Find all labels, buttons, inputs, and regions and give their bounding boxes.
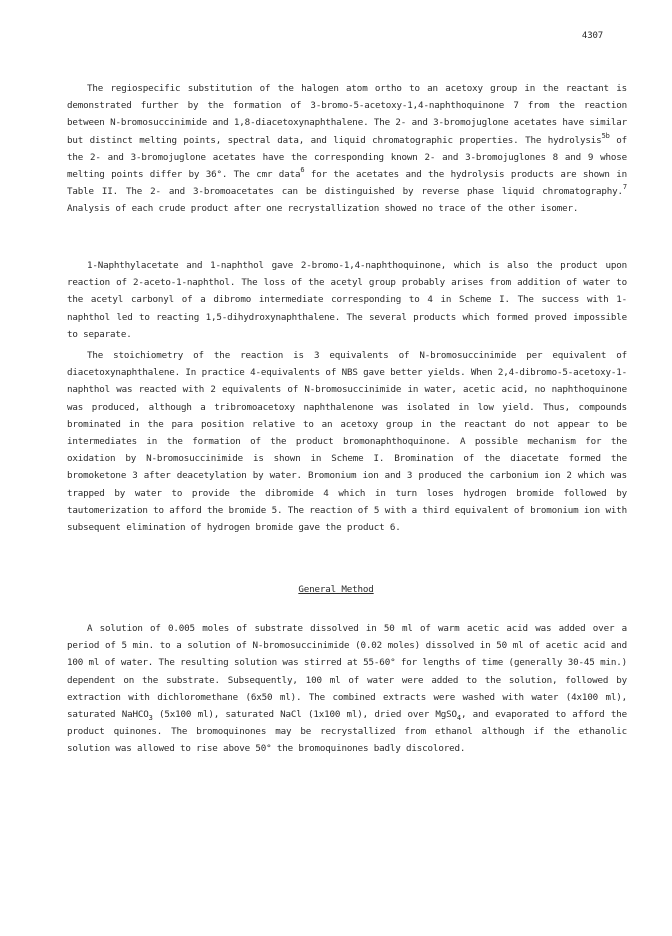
p2-text: 1-Naphthylacetate and 1-naphthol gave 2-bromo-1,4-naphthoquinone, which is also the product upon reaction of 2-aceto-1-naphthol. The loss of the acetyl group probably arises from addition of water to the acetyl carbonyl of a dibromo intermediate corresponding to 4 in Scheme I. The success with 1-naphthol led to reacting 1,5-dihydroxynaphthalene. The several products which formed proved impossible to separate. [67, 260, 627, 340]
sub-3: 3 [148, 714, 153, 723]
p1-text-1: The regiospecific substitution of the halogen atom ortho to an acetoxy group in the reactant is demonstrated further by the formation of 3-bromo-5-acetoxy-1,4-naphthoquinone 7 from the reaction between N-bromosuccinimide and 1,8-diacetoxynaphthalene. The 2- and 3-bromojuglone acetates have similar but distinct melting points, spectral data, and liquid chromatographic properties. The hydrolysis [67, 83, 627, 146]
paragraph-stoichiometry [67, 347, 627, 536]
paragraph-regiospecific-substitution [67, 80, 627, 218]
sub-4: 4 [456, 714, 461, 723]
p1-text-3: for the acetates and the hydrolysis products are shown in Table II. The 2- and 3-bromoacetates can be distinguished by reverse phase liquid chromatography. [67, 169, 627, 198]
section-heading-general-method: General Method [298, 584, 374, 595]
p4-text-1: A solution of 0.005 moles of substrate dissolved in 50 ml of warm acetic acid was added over a period of 5 min. to a solution of N-bromosuccinimide (0.02 moles) dissolved in 50 ml of acetic acid and 100 ml of water. The resulting solution was stirred at 55-60° for lengths of time (generally 30-45 min.) dependent on the substrate. Subsequently, 100 ml of water were added to the solution, followed by extraction with dichloromethane (6x50 ml). The combined extracts were washed with water (4x100 ml), saturated NaHCO [67, 623, 627, 721]
page-number: 4307 [581, 31, 603, 41]
p1-text-4: Analysis of each crude product after one recrystallization showed no trace of the other isomer. [67, 203, 579, 215]
ref-6: 6 [300, 166, 305, 175]
p3-text: The stoichiometry of the reaction is 3 equivalents of N-bromosuccinimide per equivalent of diacetoxynaphthalene. In practice 4-equivalents of NBS gave better yields. When 2,4-dibromo-5-acetoxy-1-naphthol was reacted with 2 equivalents of N-bromosuccinimide in water, acetic acid, no naphthoquinone was produced, although a tribromoacetoxy naphthalenone was isolated in low yield. Thus, compounds brominated in the para position relative to an acetoxy group in the reactant do not appear to be intermediates in the formation of the product bromonaphthoquinone. A possible mechanism for the oxidation by N-bromosuccinimide is shown in Scheme I. Bromination of the diacetate formed the bromoketone 3 after deacetylation by water. Bromonium ion and 3 produced the carbonium ion 2 which was trapped by water to provide the dibromide 4 which in turn loses hydrogen bromide followed by tautomerization to afford the bromide 5. The reaction of 5 with a third equivalent of bromonium ion with subsequent elimination of hydrogen bromide gave the product 6. [67, 350, 627, 534]
ref-7: 7 [622, 183, 627, 192]
paragraph-general-method [67, 620, 627, 758]
ref-5b: 5b [601, 131, 610, 140]
p4-text-3: , and evaporated to afford the product quinones. The bromoquinones may be recrystallized from ethanol although if the ethanolic solution was allowed to rise above 50° the bromoquinones badly discolored. [67, 709, 627, 755]
p1-text-2: of the 2- and 3-bromojuglone acetates have the corresponding known 2- and 3-bromojuglones 8 and 9 whose melting points differ by 36°. The cmr data [67, 134, 627, 181]
p4-text-2: (5x100 ml), saturated NaCl (1x100 ml), dried over MgSO [152, 709, 457, 721]
paragraph-naphthylacetate [67, 257, 627, 343]
